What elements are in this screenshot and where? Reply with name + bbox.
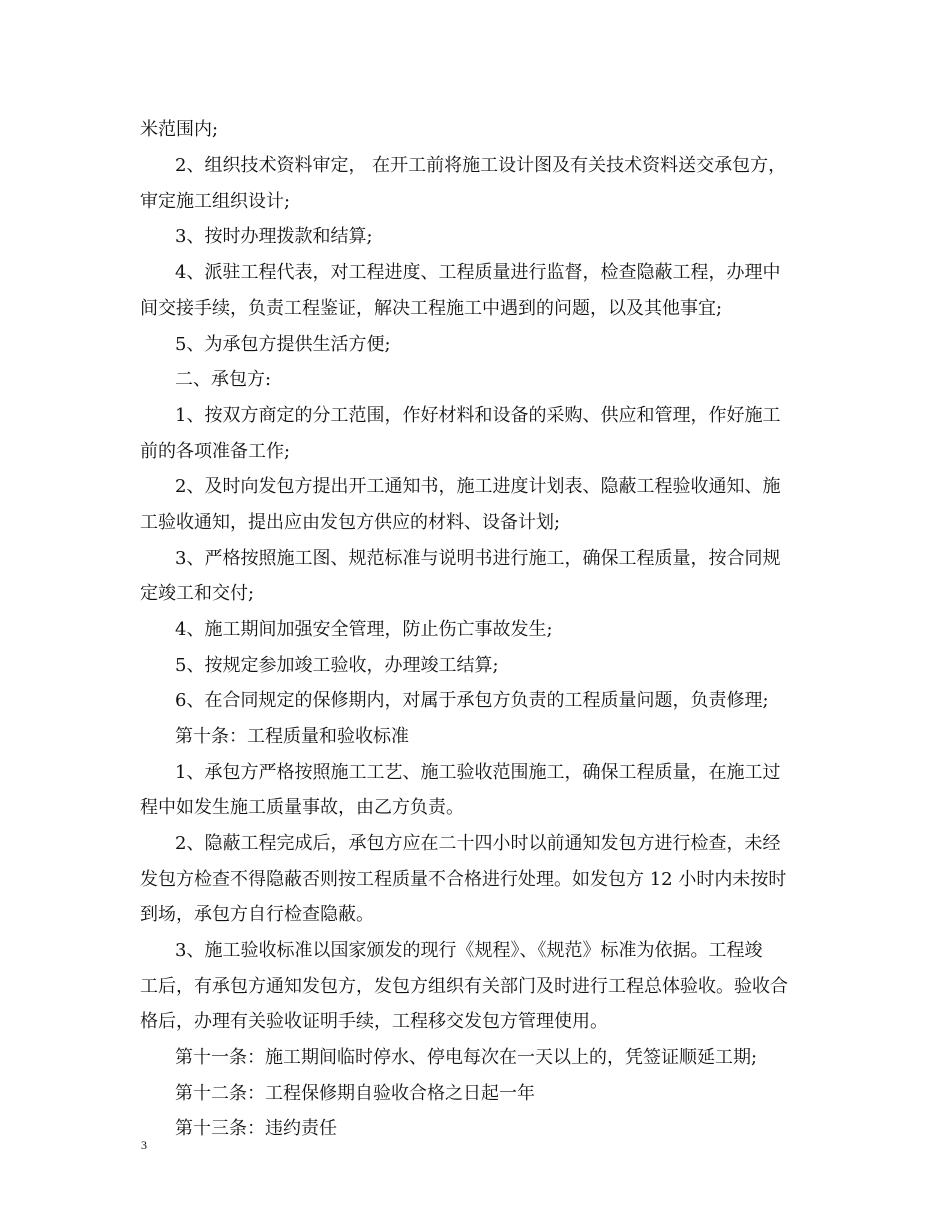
- article-heading: 第十条：工程质量和验收标准: [175, 726, 409, 747]
- text-line: 4、施工期间加强安全管理，防止伤亡事故发生;: [175, 619, 553, 640]
- text-line: 4、派驻工程代表，对工程进度、工程质量进行监督，检查隐蔽工程，办理中: [175, 262, 781, 283]
- text-line: 2、组织技术资料审定， 在开工前将施工设计图及有关技术资料送交承包方，: [175, 155, 787, 176]
- text-line: 工验收通知，提出应由发包方供应的材料、设备计划;: [140, 512, 561, 533]
- text-line: 间交接手续，负责工程鉴证，解决工程施工中遇到的问题，以及其他事宜;: [140, 298, 723, 319]
- text-line: 1、按双方商定的分工范围，作好材料和设备的采购、供应和管理，作好施工: [175, 405, 781, 426]
- text-line: 定竣工和交付;: [140, 583, 255, 604]
- text-line: 3、严格按照施工图、规范标准与说明书进行施工，确保工程质量，按合同规: [175, 548, 781, 569]
- page-number: 3: [141, 1138, 147, 1152]
- text-line: 程中如发生施工质量事故，由乙方负责。: [140, 797, 464, 818]
- text-line: 审定施工组织设计;: [140, 191, 291, 212]
- text-line: 到场，承包方自行检查隐蔽。: [140, 904, 374, 925]
- text-line: 3、按时办理拨款和结算;: [175, 226, 373, 247]
- text-line: 1、承包方严格按照施工工艺、施工验收范围施工，确保工程质量，在施工过: [175, 762, 781, 783]
- text-line: 发包方检查不得隐蔽否则按工程质量不合格进行处理。如发包方 12 小时内未按时: [140, 869, 787, 890]
- text-line: 5、按规定参加竣工验收，办理竣工结算;: [175, 655, 499, 676]
- text-line: 5、为承包方提供生活方便;: [175, 334, 391, 355]
- text-line: 前的各项准备工作;: [140, 441, 291, 462]
- section-heading: 二、承包方:: [175, 369, 272, 390]
- text-line: 2、及时向发包方提出开工通知书，施工进度计划表、隐蔽工程验收通知、施: [175, 476, 781, 497]
- text-line: 2、隐蔽工程完成后，承包方应在二十四小时以前通知发包方进行检查，未经: [175, 833, 781, 854]
- article-heading: 第十三条：违约责任: [175, 1118, 337, 1139]
- article-heading: 第十二条：工程保修期自验收合格之日起一年: [175, 1083, 535, 1104]
- text-line: 3、施工验收标准以国家颁发的现行《规程》、《规范》标准为依据。工程竣: [175, 940, 763, 961]
- text-line: 工后，有承包方通知发包方，发包方组织有关部门及时进行工程总体验收。验收合: [140, 976, 788, 997]
- text-line: 6、在合同规定的保修期内，对属于承包方负责的工程质量问题，负责修理;: [175, 690, 769, 711]
- text-line: 米范围内;: [140, 119, 219, 140]
- text-line: 格后，办理有关验收证明手续，工程移交发包方管理使用。: [140, 1011, 608, 1032]
- article-heading: 第十一条：施工期间临时停水、停电每次在一天以上的，凭签证顺延工期;: [175, 1047, 758, 1068]
